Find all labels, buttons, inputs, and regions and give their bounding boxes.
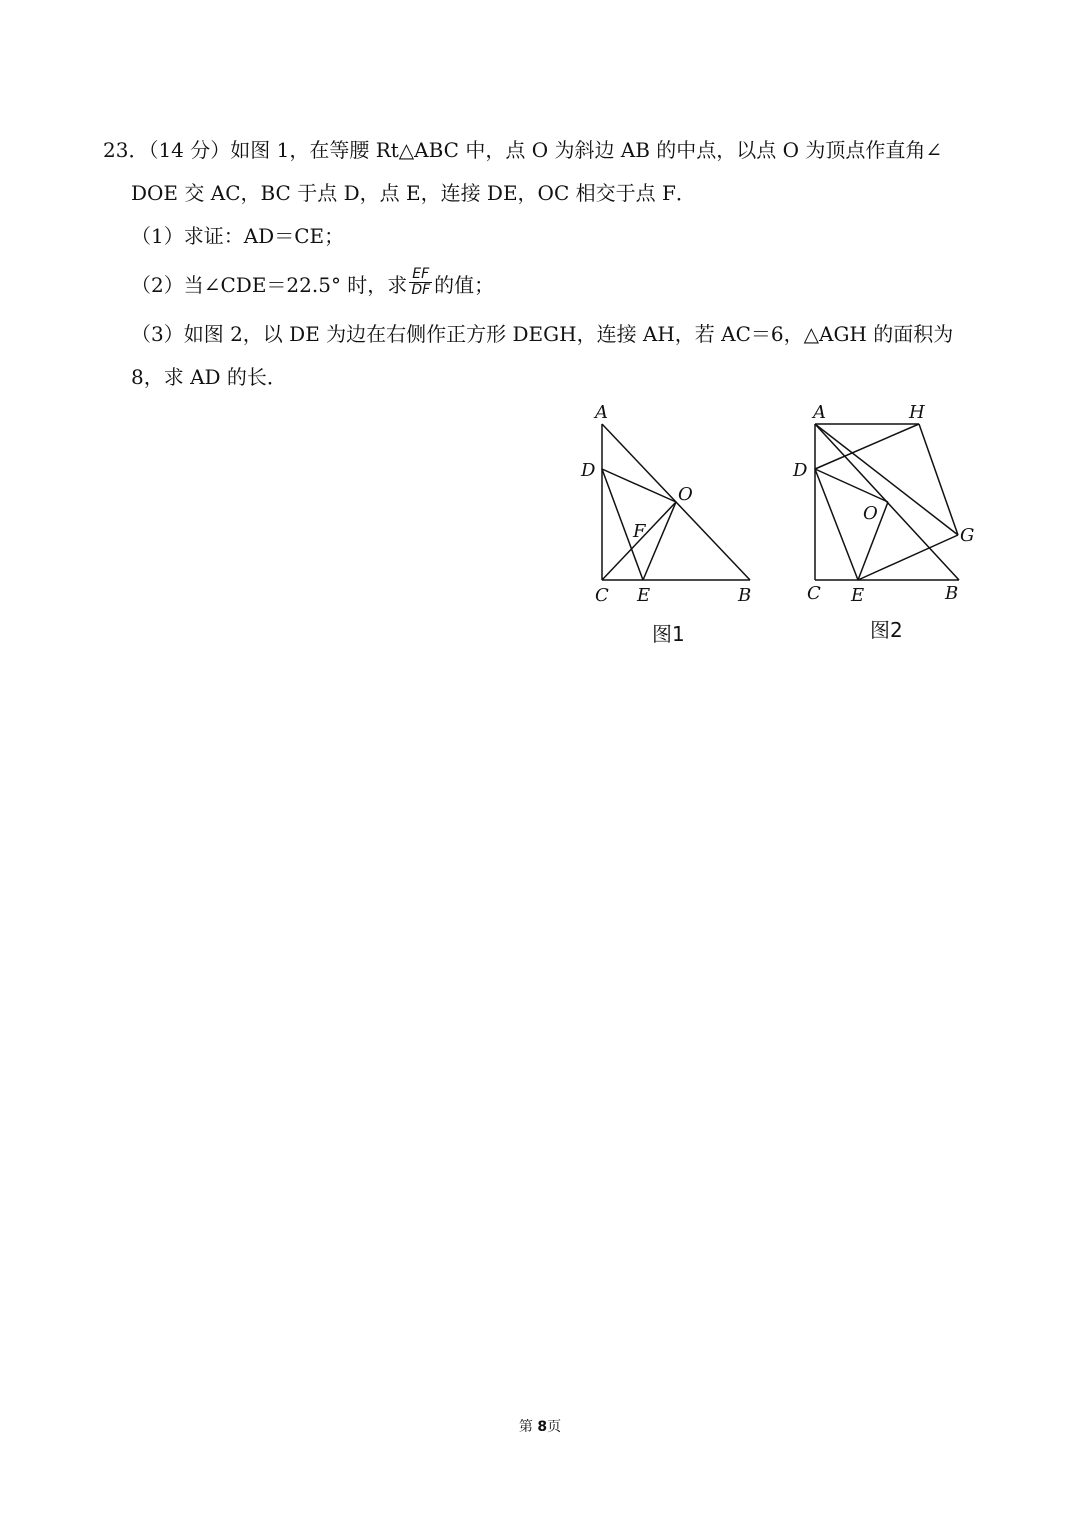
label-c: C	[807, 583, 821, 604]
label-d: D	[793, 460, 808, 481]
figure-2	[785, 396, 985, 656]
segment-hg	[919, 424, 958, 535]
fraction-numerator: EF	[409, 267, 432, 283]
label-o: O	[678, 484, 693, 505]
page-number: 8	[537, 1419, 548, 1435]
label-c: C	[595, 585, 609, 606]
label-b: B	[738, 585, 752, 606]
label-b: B	[945, 583, 959, 604]
label-d: D	[581, 460, 596, 481]
segment-dh	[815, 424, 919, 469]
page-footer	[0, 1416, 1080, 1436]
label-e: E	[851, 585, 865, 606]
part2-prefix: （2）当∠CDE＝22.5° 时，求	[131, 273, 408, 297]
label-e: E	[637, 585, 651, 606]
figure-1-caption: 图1	[652, 622, 685, 646]
label-a: A	[813, 402, 826, 423]
problem-line-1: 23．（14 分）如图 1，在等腰 Rt△ABC 中，点 O 为斜边 AB 的中点，以点 O 为顶点作直角∠	[103, 138, 943, 162]
part2-suffix: 的值；	[434, 273, 495, 297]
label-h: H	[909, 402, 925, 423]
label-f: F	[633, 521, 646, 542]
segment-oe	[643, 502, 676, 580]
label-g: G	[960, 525, 975, 546]
label-o: O	[863, 503, 878, 524]
figure-2-diagram	[785, 396, 985, 626]
figure-1-diagram	[575, 396, 765, 626]
footer-prefix: 第	[518, 1419, 538, 1435]
footer-suffix: 页	[547, 1419, 562, 1435]
label-a: A	[595, 402, 608, 423]
fraction-ef-df	[409, 267, 432, 298]
fraction-denominator: DF	[411, 282, 431, 298]
figure-2-caption: 图2	[870, 618, 903, 642]
problem-line-2: DOE 交 AC，BC 于点 D，点 E，连接 DE，OC 相交于点 F．	[131, 181, 696, 205]
problem-part-3-line-2: 8，求 AD 的长．	[131, 365, 287, 389]
problem-part-3-line-1: （3）如图 2，以 DE 为边在右侧作正方形 DEGH，连接 AH，若 AC＝6，△AGH 的面积为	[131, 322, 954, 346]
problem-part-1: （1）求证：AD＝CE；	[131, 224, 345, 248]
figure-1	[575, 396, 765, 656]
problem-part-2	[131, 266, 495, 302]
